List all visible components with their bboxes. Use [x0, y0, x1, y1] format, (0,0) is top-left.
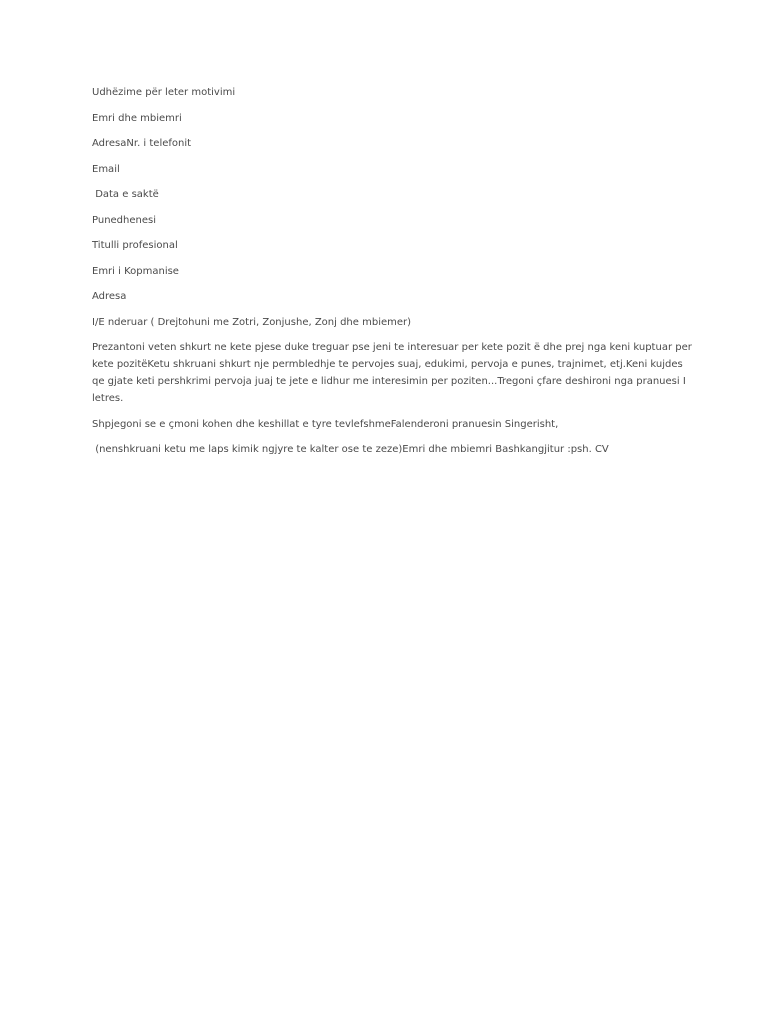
- name-line: Emri dhe mbiemri: [92, 112, 182, 124]
- address-phone-line: AdresaNr. i telefonit: [92, 138, 192, 149]
- company-name-line: Emri i Kopmanise: [92, 265, 179, 277]
- thanks-paragraph: Shpjegoni se e çmoni kohen dhe keshillat e tyre tevlefshmeFalenderoni pranuesin Singerisht,: [92, 418, 559, 430]
- signature-paragraph: (nenshkruani ketu me laps kimik ngjyre te kalter ose te zeze)Emri dhe mbiemri Bashkangjitur :psh. CV: [92, 444, 609, 455]
- salutation-line: I/E nderuar ( Drejtohuni me Zotri, Zonjushe, Zonj dhe mbiemer): [92, 316, 412, 328]
- document-title: Udhëzime për leter motivimi: [92, 87, 236, 98]
- company-address-line: Adresa: [92, 291, 127, 302]
- letter-body: [92, 84, 692, 467]
- date-line: Data e saktë: [92, 189, 159, 200]
- intro-paragraph: Prezantoni veten shkurt ne kete pjese duke treguar pse jeni te interesuar per kete pozit ë dhe prej nga keni kuptuar per kete pozitëKetu shkruani shkurt nje permbledhje te pervojes suaj, edukimi, pervoja e punes, trajnimet, etj.Keni kujdes qe gjate keti pershkrimi pervoja juaj te jete e lidhur me interesimin per poziten...Tregoni çfare deshironi nga pranuesi I letres.: [92, 342, 692, 404]
- email-line: Email: [92, 163, 120, 175]
- professional-title-line: Titulli profesional: [92, 240, 178, 251]
- employer-line: Punedhenesi: [92, 214, 156, 226]
